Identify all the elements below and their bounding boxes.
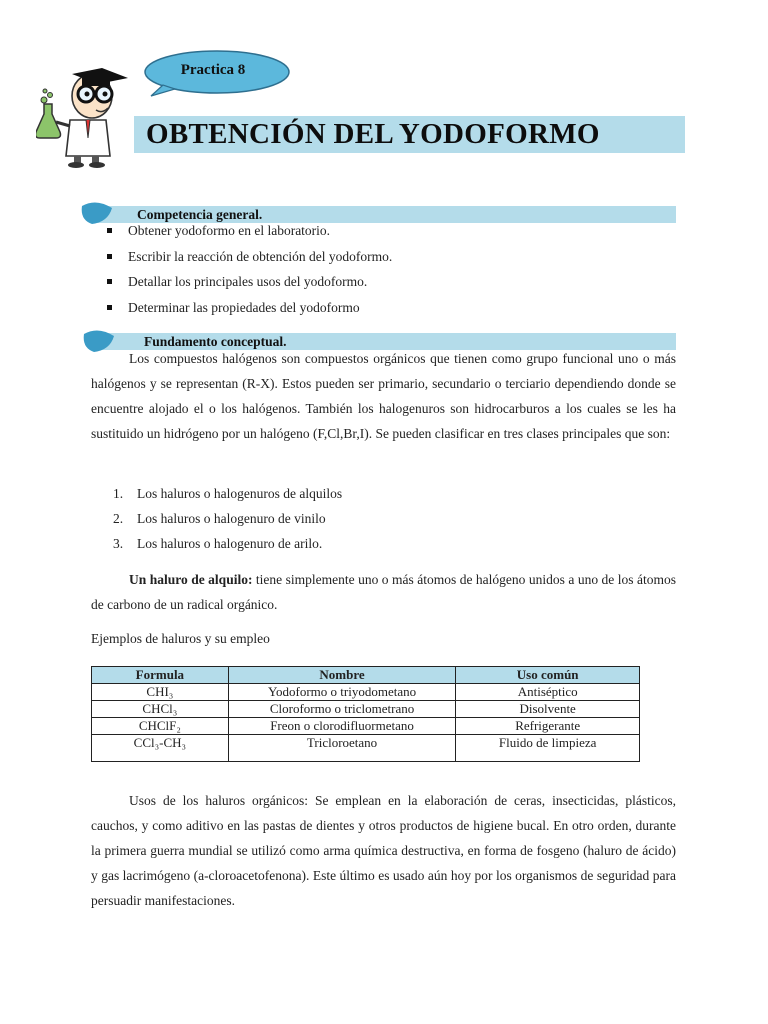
table-cell: Cloroformo o triclometrano — [228, 701, 456, 718]
halides-table — [91, 666, 640, 762]
bullet-square-icon — [107, 228, 112, 233]
list-item: 1. Los haluros o halogenuros de alquilos — [113, 486, 343, 501]
table-row — [92, 718, 640, 735]
intro-paragraph: Los compuestos halógenos son compuestos orgánicos que tienen como grupo funcional uno o más halógenos y se representan (R-X). Estos pueden ser primario, secundario o terciario dependiendo donde se encuentre alojado el o los halógenos. También los halogenuros son hidrocarburos a los cuales se les ha sustituido un hidrógeno por un halógeno (F,Cl,Br,I). Se pueden clasificar en tres clases principales que son: — [91, 351, 676, 441]
examples-heading: Ejemplos de haluros y su empleo — [91, 631, 270, 646]
table-row — [92, 735, 640, 762]
bullet-square-icon — [107, 254, 112, 259]
table-header-row — [92, 667, 640, 684]
alkyl-halide-paragraph: Un haluro de alquilo: tiene simplemente uno o más átomos de halógeno unidos a uno de los átomos de carbono de un radical orgánico. — [91, 572, 676, 612]
list-item: Determinar las propiedades del yodoformo — [104, 298, 392, 324]
table-cell: CHI₃ — [92, 684, 229, 701]
practice-badge-label: Practica 8 — [180, 62, 246, 78]
column-header: Uso común — [456, 667, 640, 684]
bullet-square-icon — [107, 279, 112, 284]
table-row — [92, 684, 640, 701]
table-cell: Tricloroetano — [228, 735, 456, 762]
list-item: Escribir la reacción de obtención del yodoformo. — [104, 247, 392, 273]
list-item: Obtener yodoformo en el laboratorio. — [104, 221, 392, 247]
table-cell: Antiséptico — [456, 684, 640, 701]
table-cell: Fluido de limpieza — [456, 735, 640, 762]
table-cell: CHClF₂ — [92, 718, 229, 735]
list-item: 2. Los haluros o halogenuro de vinilo — [113, 511, 326, 526]
classes-list — [113, 483, 342, 558]
list-item: Detallar los principales usos del yodoformo. — [104, 272, 392, 298]
alkyl-halide-term: Un haluro de alquilo: — [129, 572, 253, 587]
bullet-square-icon — [107, 305, 112, 310]
table-cell: Yodoformo o triyodometano — [228, 684, 456, 701]
table-cell: CCl₃-CH₃ — [92, 735, 229, 762]
table-cell: Refrigerante — [456, 718, 640, 735]
objectives-list — [104, 221, 392, 323]
table-cell: Disolvente — [456, 701, 640, 718]
page-title: OBTENCIÓN DEL YODOFORMO — [146, 118, 600, 150]
section-heading-competencia: Competencia general. — [137, 207, 263, 222]
scientist-mascot-icon — [36, 64, 136, 168]
table-cell: Freon o clorodifluormetano — [228, 718, 456, 735]
table-cell: CHCl₃ — [92, 701, 229, 718]
section-heading-fundamento: Fundamento conceptual. — [144, 334, 287, 349]
column-header: Formula — [92, 667, 229, 684]
column-header: Nombre — [228, 667, 456, 684]
list-item: 3. Los haluros o halogenuro de arilo. — [113, 536, 323, 551]
uses-paragraph: Usos de los haluros orgánicos: Se emplean en la elaboración de ceras, insecticidas, plásticos, cauchos, y como aditivo en las pastas de dientes y otros productos de higiene bucal. En otro orden, durante la primera guerra mundial se utilizó como arma química destructiva, en forma de fosgeno (haluro de ácido) y gas lacrimógeno (a-cloroacetofenona). Este último es usado aún hoy por los organismos de seguridad para persuadir manifestaciones. — [91, 793, 676, 908]
table-row — [92, 701, 640, 718]
